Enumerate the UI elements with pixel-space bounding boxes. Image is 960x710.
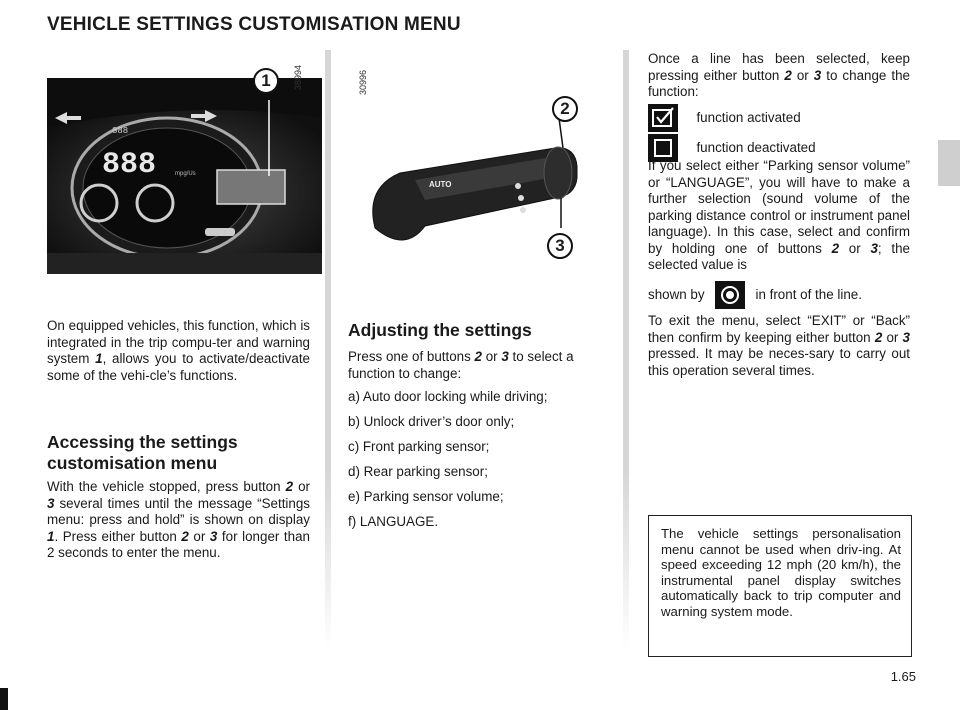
list-item: a) Auto door locking while driving; [348,389,548,404]
speed-digits: 888 [102,148,157,182]
exit-paragraph: To exit the menu, select “EXIT” or “Back” then confirm by keeping either button 2 or 3 pressed. It may be neces-sary to carry out this operation several times. [648,313,910,378]
intro-paragraph: On equipped vehicles, this function, which is integrated in the trip compu-ter and warning system 1, allows you to activate/deactivate some of the vehi-cle’s functions. [47,318,310,383]
odometer-small: 888 [112,126,129,136]
checked-box-icon [648,104,678,132]
selected-marker-icon [715,281,745,309]
page-number: 1.65 [890,669,916,684]
shown-by-row: shown by in front of the line. [648,281,862,309]
corner-mark [0,688,8,710]
callout-3: 3 [547,233,573,259]
heading-accessing: Accessing the settings customisation menu [47,432,238,473]
list-item: d) Rear parking sensor; [348,464,488,479]
column-divider-2 [623,50,629,650]
function-list [348,389,613,539]
list-item: e) Parking sensor volume; [348,489,504,504]
list-item: b) Unlock driver’s door only; [348,414,515,429]
deactivated-row: function deactivated [648,134,816,162]
list-item: c) Front parking sensor; [348,439,490,454]
section-tab [938,140,960,186]
selection-paragraph: Once a line has been selected, keep pressing either button 2 or 3 to change the function: [648,51,910,99]
figure-ref-2: 30996 [358,69,368,95]
heading-adjusting: Adjusting the settings [348,320,532,340]
adjusting-intro: Press one of buttons 2 or 3 to select a function to change: [348,349,574,381]
callout-2: 2 [552,96,578,122]
stalk-auto-label: AUTO [429,180,452,189]
unit-label: mpg/Us [175,171,196,177]
note-box [648,515,912,657]
column-divider-1 [325,50,331,650]
accessing-paragraph: With the vehicle stopped, press button 2 or 3 several times until the message “Settings menu: press and hold” is shown on display 1. Press either button 2 or 3 for longer than 2 seconds to enter the menu. [47,479,310,560]
page-title: VEHICLE SETTINGS CUSTOMISATION MENU [47,14,461,35]
activated-row: function activated [648,104,801,132]
selection-detail-paragraph: If you select either “Parking sensor volume” or “LANGUAGE”, you will have to make a further selection (sound volume of the parking distance control or instrument panel language). In this case, select and confirm by holding one of buttons 2 or 3; the selected value is [648,158,910,272]
instrument-panel-photo [47,78,322,274]
list-item: f) LANGUAGE. [348,514,439,529]
figure-ref-1: 38994 [293,64,303,90]
callout-1: 1 [253,68,279,94]
note-text: The vehicle settings personalisation menu cannot be used when driv-ing. At speed exceeding 12 mph (20 km/h), the instrumental panel display switches automatically back to trip computer and warning system mode. [661,526,901,619]
